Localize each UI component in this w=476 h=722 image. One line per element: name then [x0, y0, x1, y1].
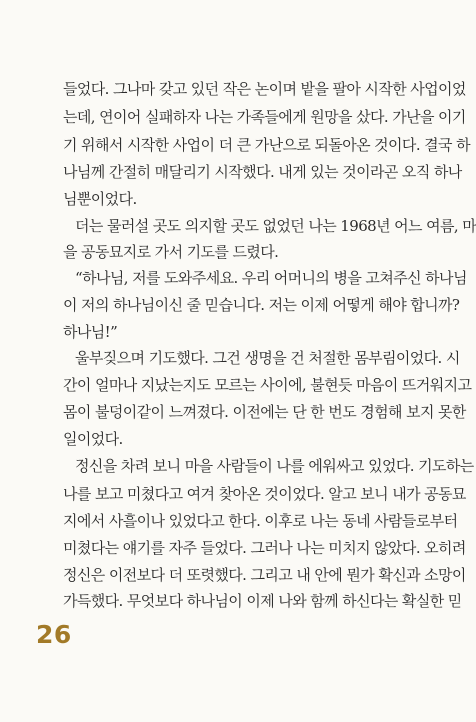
text-line: 님뿐이었다.: [63, 190, 137, 208]
text-line: 더는 물러설 곳도 의지할 곳도 없었던 나는 1968년 어느 여름, 마: [75, 217, 476, 235]
text-line: 하나님!”: [63, 323, 118, 341]
text-line: 지에서 사흘이나 있었다고 한다. 이후로 나는 동네 사람들로부터: [63, 512, 458, 530]
text-line: 나를 보고 미쳤다고 여겨 찾아온 것이었다. 알고 보니 내가 공동묘: [63, 485, 466, 503]
text-line: “하나님, 저를 도와주세요. 우리 어머니의 병을 고쳐주신 하나님: [75, 269, 467, 287]
text-line: 몸이 불덩이같이 느껴졌다. 이전에는 단 한 번도 경험해 보지 못한: [63, 403, 466, 421]
text-line: 간이 얼마나 지났는지도 모르는 사이에, 불현듯 마음이 뜨거워지고: [63, 376, 472, 394]
text-line: 정신은 이전보다 더 또렷했다. 그리고 내 안에 뭔가 확신과 소망이: [63, 566, 466, 584]
text-line: 을 공동묘지로 가서 기도를 드렸다.: [63, 243, 279, 261]
text-line: 나님께 간절히 매달리기 시작했다. 내게 있는 것이라곤 오직 하나: [63, 163, 462, 181]
text-line: 정신을 차려 보니 마을 사람들이 나를 에워싸고 있었다. 기도하는: [75, 457, 474, 475]
page-number: 26: [36, 620, 72, 649]
text-line: 미쳤다는 얘기를 자주 들었다. 그러나 나는 미치지 않았다. 오히려: [63, 539, 466, 557]
text-line: 이 저의 하나님이신 줄 믿습니다. 저는 이제 어떻게 해야 합니까?: [63, 296, 460, 314]
text-line: 일이었다.: [63, 430, 123, 448]
text-line: 들었다. 그나마 갖고 있던 작은 논이며 밭을 팔아 시작한 사업이었: [63, 80, 466, 98]
text-line: 기 위해서 시작한 사업이 더 큰 가난으로 되돌아온 것이다. 결국 하: [63, 136, 470, 154]
text-line: 울부짖으며 기도했다. 그건 생명을 건 처절한 몸부림이었다. 시: [75, 349, 460, 367]
text-line: 가득했다. 무엇보다 하나님이 이제 나와 함께 하신다는 확실한 믿: [63, 592, 462, 610]
text-line: 는데, 연이어 실패하자 나는 가족들에게 원망을 샀다. 가난을 이기: [63, 108, 466, 126]
